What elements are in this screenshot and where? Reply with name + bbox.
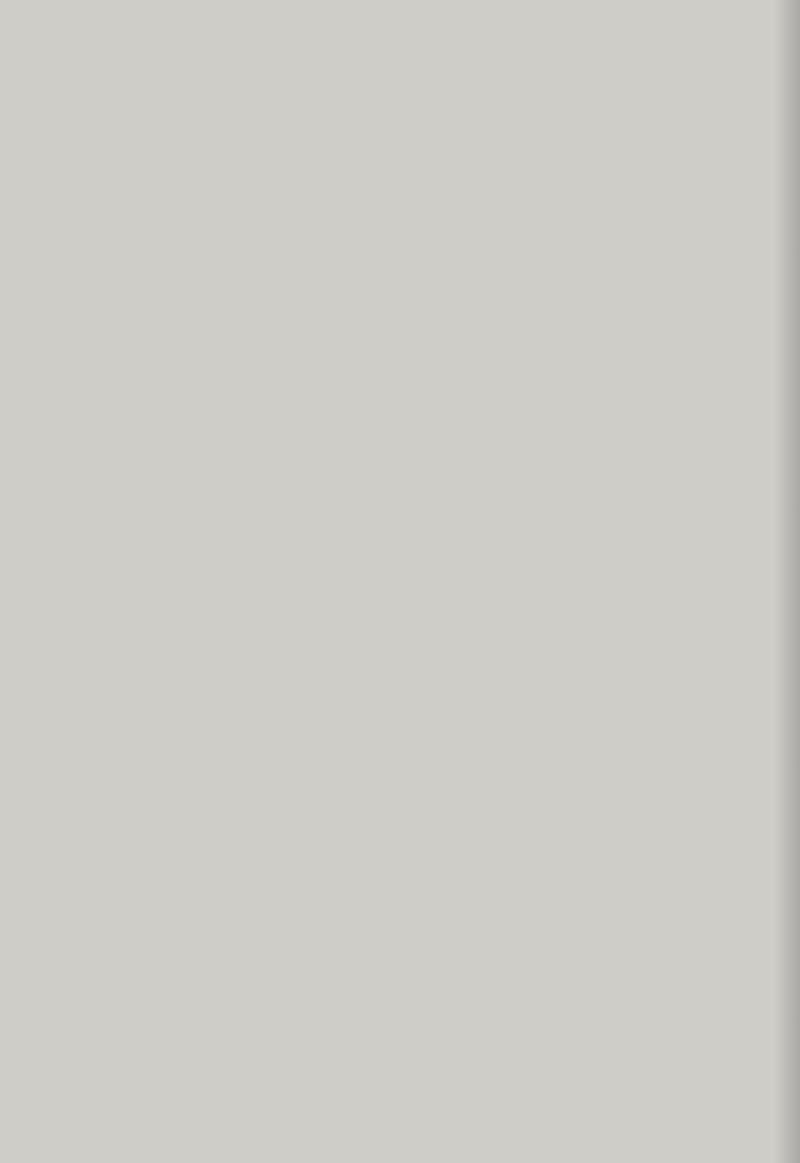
page-edge-shadow [774,0,800,1163]
